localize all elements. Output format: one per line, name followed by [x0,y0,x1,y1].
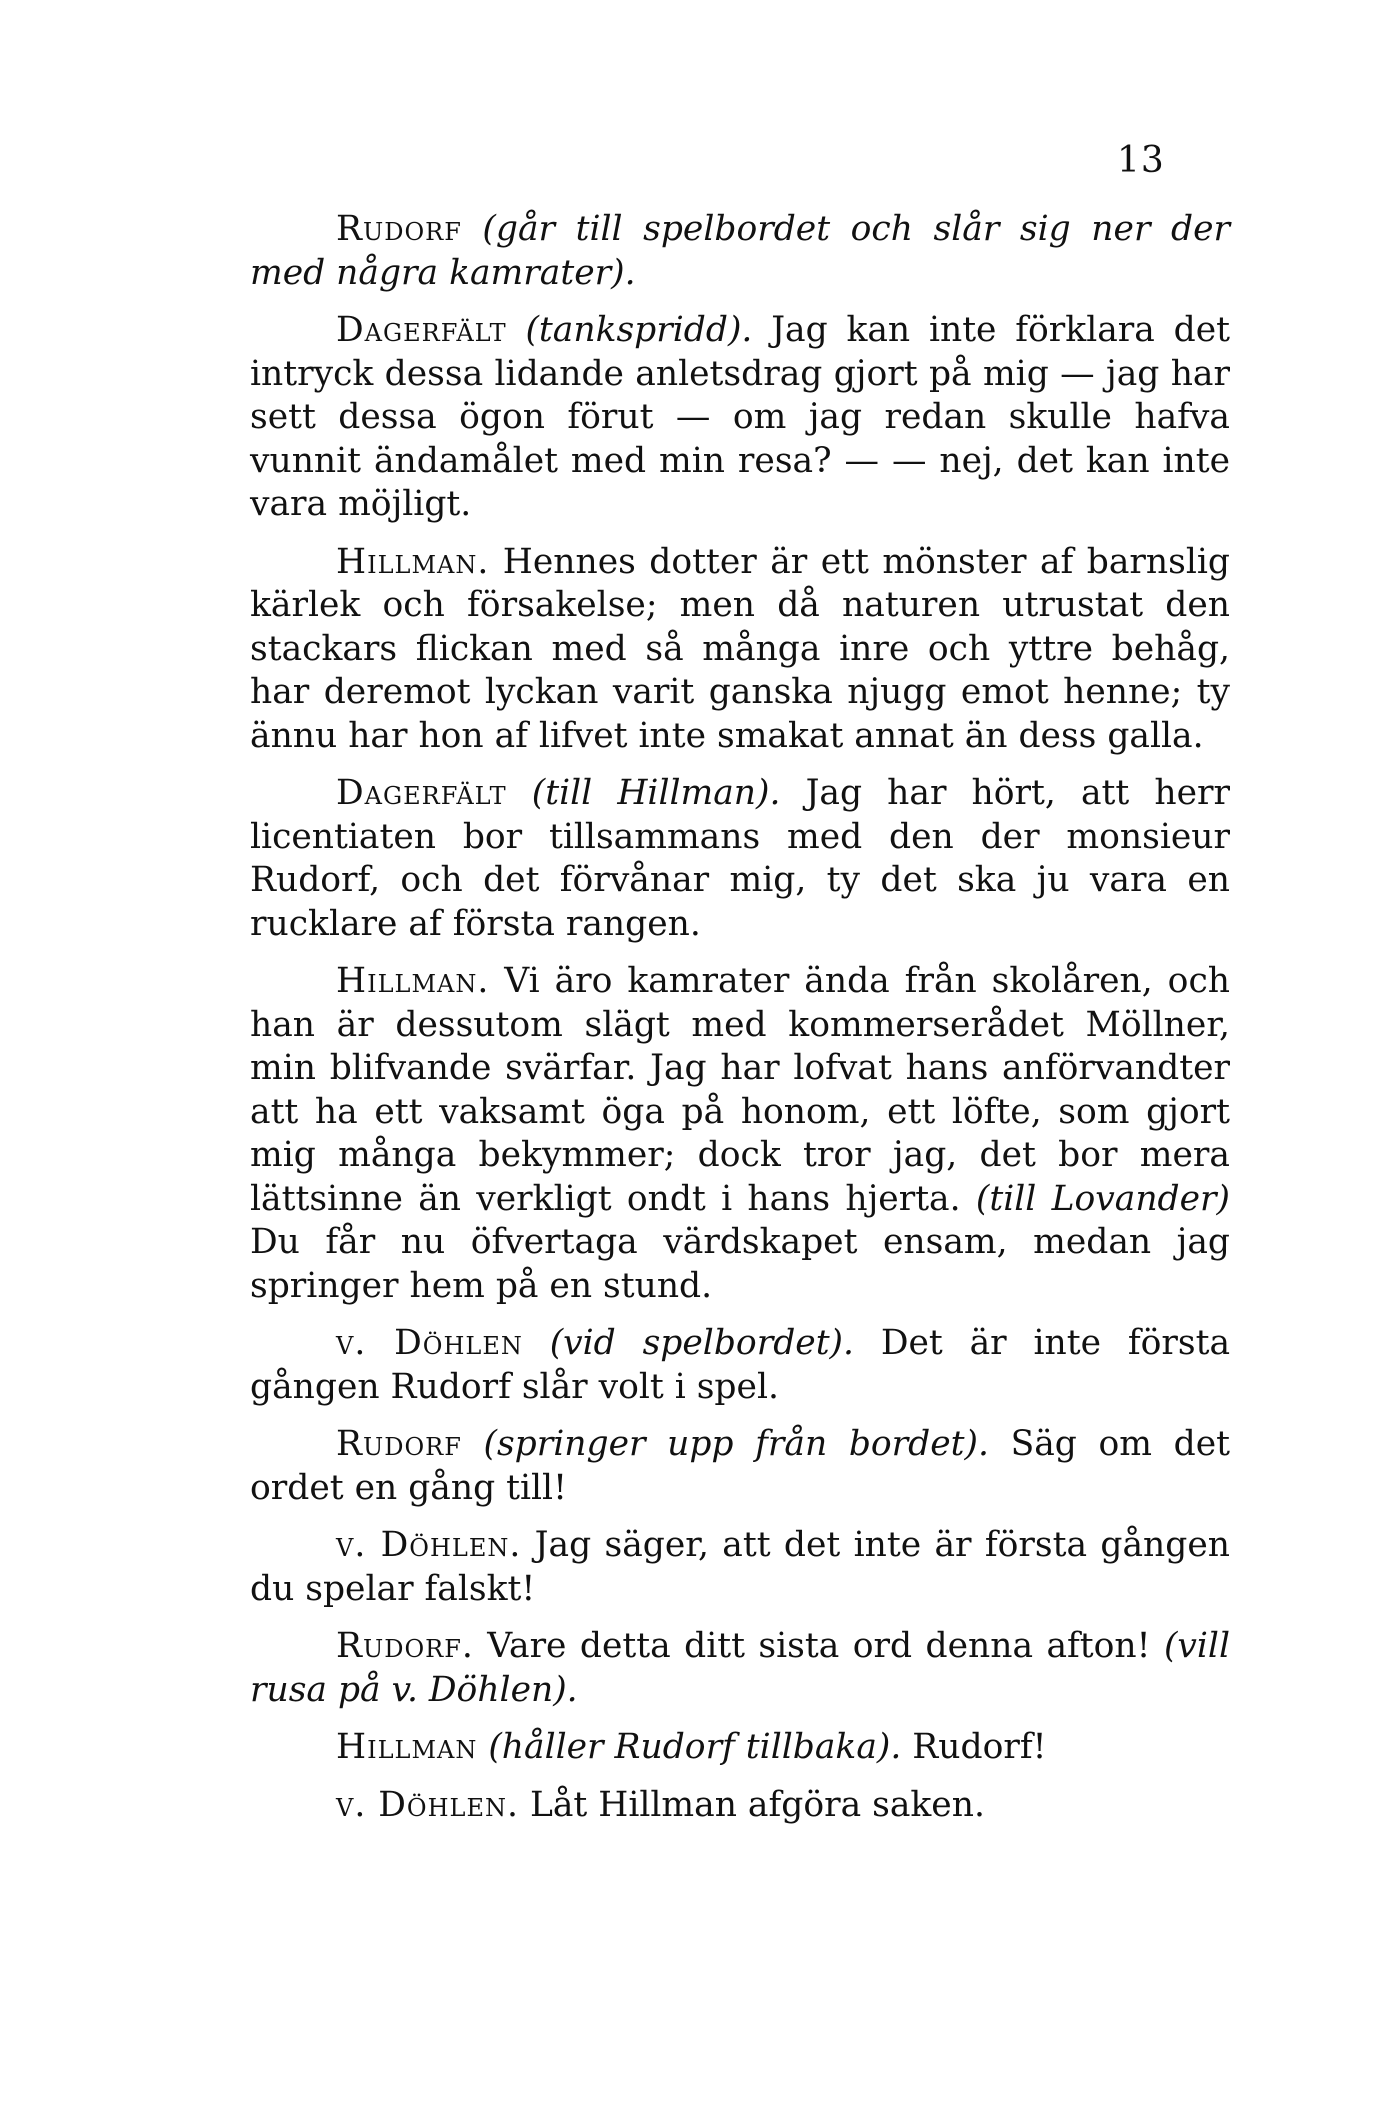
speaker-name: Rudorf. [336,1626,474,1666]
spoken-text: Låt Hillman afgöra saken. [529,1784,985,1825]
dialogue-paragraph [250,309,1230,527]
stage-direction: (springer upp från bordet). [483,1424,989,1464]
dialogue-paragraph [250,772,1230,946]
page-number: 13 [1117,140,1165,181]
stage-direction: (går till spelbordet och slår sig ner der med några kamrater). [250,209,1230,293]
dialogue-paragraph [250,1625,1230,1712]
dialogue-paragraph [250,541,1230,759]
stage-direction: (vid spelbordet). [549,1323,854,1363]
stage-direction: (vill rusa på v. Döhlen). [250,1626,1230,1710]
spoken-text: Jag kan inte förklara det intryck dessa lidande anletsdrag gjort på mig — jag har sett dessa ögon förut — om jag redan skulle hafva vunnit ändamålet med min resa? — — nej, det kan inte vara möjligt. [250,310,1231,524]
play-text [250,208,1230,1841]
speaker-name: Rudorf [336,1424,462,1464]
dialogue-paragraph [250,1322,1230,1409]
speaker-name: Hillman [336,1727,478,1767]
dialogue-paragraph [250,1784,1230,1828]
speaker-name: Dagerfält [336,310,507,350]
spoken-text: Jag har hört, att herr licentiaten bor tillsammans med den der monsieur Rudorf, och det förvånar mig, ty det ska ju vara en rucklare af första rangen. [250,773,1231,944]
spoken-text: Säg om det ordet en gång till! [250,1424,1231,1508]
dialogue-paragraph [250,208,1230,295]
speaker-name: Hillman. [336,961,490,1001]
spoken-text: Hennes dotter är ett mönster af barnslig kärlek och försakelse; men då naturen utrustat den stackars flickan med så många inre och yttre behåg, har deremot lyckan varit ganska njugg emot henne; ty ännu har hon af lifvet inte smakat annat än dess galla. [250,541,1230,756]
speaker-name: v. Döhlen. [336,1525,522,1565]
stage-direction: (till Lovander) [975,1178,1231,1219]
speaker-name: v. Döhlen. [336,1784,519,1825]
spoken-text: Du får nu öfvertaga värdskapet ensam, medan jag springer hem på en stund. [250,1222,1230,1306]
speaker-name: v. Döhlen [336,1323,523,1363]
speaker-name: Rudorf [336,209,462,249]
spoken-text: Jag säger, att det inte är första gången du spelar falskt! [250,1525,1230,1609]
spoken-text: Vare detta ditt sista ord denna afton! [487,1626,1151,1666]
spoken-text: Vi äro kamrater ända från skolåren, och han är dessutom slägt med kommerserådet Möllner, min blifvande svärfar. Jag har lofvat hans anförvandter att ha ett vaksamt öga på honom, ett löfte, som gjort mig många bekymmer; dock tror jag, det bor mera lättsinne än verkligt ondt i hans hjerta. [250,961,1230,1219]
stage-direction: (håller Rudorf tillbaka). [488,1727,902,1767]
stage-direction: (till Hillman). [531,773,781,813]
speaker-name: Hillman. [336,541,490,582]
spoken-text: Rudorf! [912,1727,1047,1767]
dialogue-paragraph [250,1524,1230,1611]
spoken-text: Det är inte första gången Rudorf slår volt i spel. [250,1323,1231,1407]
dialogue-paragraph [250,1726,1230,1770]
stage-direction: (tankspridd). [525,310,753,350]
dialogue-paragraph [250,960,1230,1308]
speaker-name: Dagerfält [336,773,507,813]
dialogue-paragraph [250,1423,1230,1510]
